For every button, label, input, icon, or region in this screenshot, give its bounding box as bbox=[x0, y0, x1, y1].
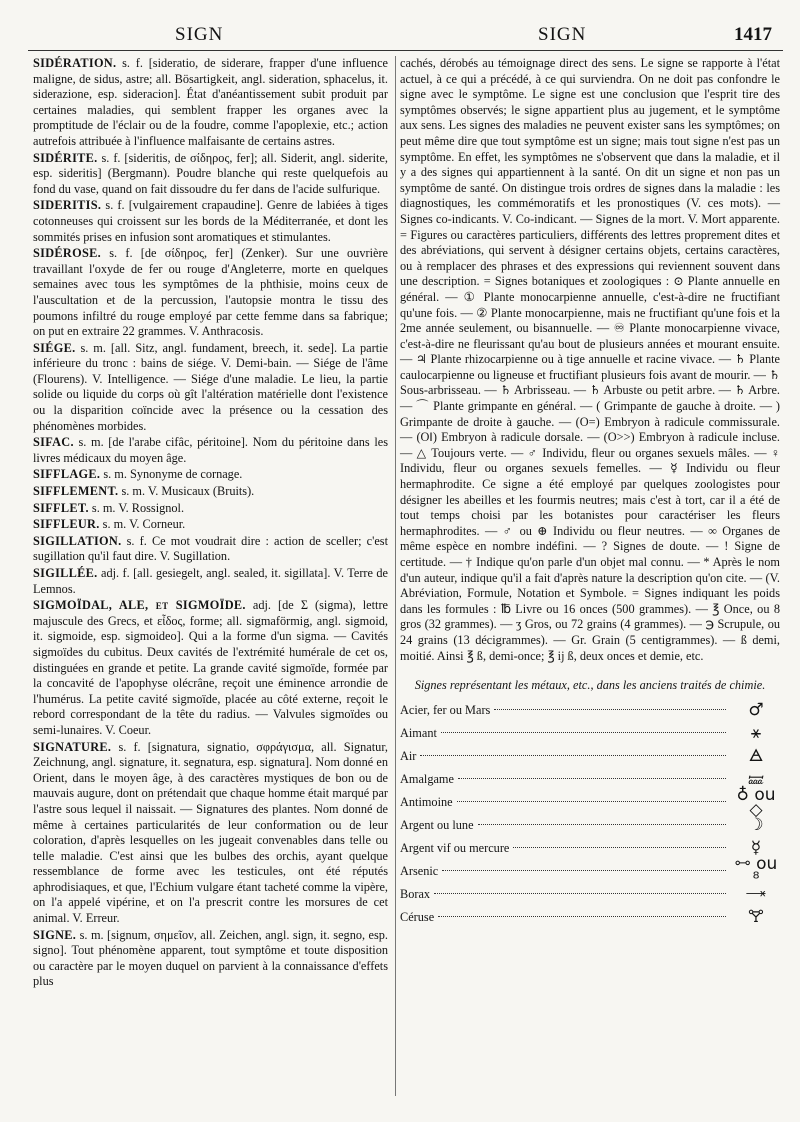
entry-body: s. f. [vulgairement crapaudine]. Genre de labiées à tiges cotonneuses qui croissent sur les bords de la Méditerranée, et dont les sommités prises en infusion sont aromatiques et stimulantes. bbox=[33, 198, 389, 244]
dictionary-entry bbox=[33, 246, 388, 340]
metal-name: Amalgame bbox=[400, 772, 454, 787]
entry-body: s. f. [sideritis, de σίδηρος, fer]; all. Siderit, angl. siderite, esp. sideritis] (Bergmann). Poudre blanche qui reste quelquefois au fond du vase, quand on fait dissoudre du fer dans de l'acide sulfurique. bbox=[33, 150, 388, 196]
metal-sign-row bbox=[400, 853, 780, 890]
metal-name: Argent vif ou mercure bbox=[400, 841, 510, 856]
entry-body: s. m. V. Rossignol. bbox=[91, 500, 185, 515]
metal-name: Aimant bbox=[400, 726, 437, 741]
metals-caption: Signes représentant les métaux, etc., dans les anciens traités de chimie. bbox=[414, 678, 766, 693]
page-number: 1417 bbox=[734, 24, 772, 45]
dot-leader bbox=[441, 732, 726, 733]
entry-headword: SIGMOÏDAL, ALE, et SIGMOÏDE. bbox=[33, 598, 246, 613]
entry-headword: SIDÉRITE. bbox=[33, 150, 98, 165]
metal-name: Antimoine bbox=[400, 795, 453, 810]
dictionary-entry bbox=[33, 198, 388, 245]
entry-body: s. f. Ce mot voudrait dire : action de sceller; c'est sugillation qu'il faut dire. V. Sugillation. bbox=[33, 533, 388, 564]
dictionary-entry bbox=[33, 598, 388, 738]
dictionary-entry bbox=[33, 151, 388, 198]
metal-sign-row bbox=[400, 815, 780, 838]
alchemical-symbol-icon: 🝖 bbox=[748, 907, 764, 928]
dot-leader bbox=[438, 916, 726, 917]
metal-sign-row bbox=[400, 907, 780, 930]
dot-leader bbox=[434, 893, 726, 894]
entry-body: s. m. [signum, σημεῖον, all. Zeichen, angl. sign, it. segno, esp. signo]. Tout phénomène apparent, tout symptôme et toute disposition ou caractère par le moyen duquel on parvient à la connaissance d'effets plus bbox=[33, 927, 388, 989]
dot-leader bbox=[478, 824, 726, 825]
metal-sign-row bbox=[400, 769, 780, 792]
entry-body: adj. f. [all. gesiegelt, angl. sealed, it. sigillata]. V. Terre de Lemnos. bbox=[33, 566, 388, 596]
metal-name: Air bbox=[400, 749, 417, 764]
dictionary-entry bbox=[33, 435, 388, 466]
metal-sign-row bbox=[400, 884, 780, 907]
alchemical-symbol-icon: ⚹ bbox=[750, 723, 762, 744]
page-header bbox=[0, 24, 800, 52]
entry-headword: SIFFLAGE. bbox=[33, 467, 101, 482]
metal-name: Céruse bbox=[400, 910, 435, 925]
alchemical-symbol-icon: ☽ bbox=[748, 815, 764, 836]
dictionary-entry bbox=[33, 928, 388, 990]
entry-headword: SIGILLÉE. bbox=[33, 566, 98, 580]
alchemical-symbol-icon: ☿ bbox=[750, 838, 762, 859]
alchemical-symbol-icon: 🝐 bbox=[745, 884, 767, 905]
dot-leader bbox=[457, 801, 726, 802]
entry-headword: SIGILLATION. bbox=[33, 533, 122, 548]
entry-headword: SIDÉROSE. bbox=[33, 246, 101, 261]
entry-body: s. m. [all. Sitz, angl. fundament, breech, it. sede]. La partie inférieure du tronc : bains de siége. V. Demi-bain. — Siége de l'âme (Flourens). V. Intelligence. — Siége d'une maladie. Le lieu, la partie solide ou liquide du corps où gît l'altération matérielle dont l'existence ou la disparition coïncide avec la présence ou la cessation des phénomènes morbides. bbox=[33, 340, 388, 433]
column-divider bbox=[395, 56, 396, 1096]
dot-leader bbox=[420, 755, 726, 756]
dictionary-entry bbox=[33, 517, 388, 533]
entry-body: s. m. Synonyme de cornage. bbox=[103, 467, 243, 482]
metal-name: Borax bbox=[400, 887, 431, 902]
dot-leader bbox=[458, 778, 726, 779]
metals-list bbox=[400, 700, 780, 930]
metal-name: Argent ou lune bbox=[400, 818, 474, 833]
dictionary-entry bbox=[33, 501, 388, 517]
entry-body: s. m. V. Musicaux (Bruits). bbox=[121, 484, 255, 499]
metal-sign-row bbox=[400, 723, 780, 746]
entry-body: s. f. [sideratio, de siderare, frapper d'une influence maligne, de sidus, astre; all. Bösartigkeit, angl. sideration, sphacelus, it. siderazione, esp. sideracion]. État d'anéantissement subit produit par certaines maladies, qui semblent frapper les organes avec la promptitude de l'éclair ou de la foudre, comme l'apoplexie, etc.; action autrefois attribuée à l'influence malfaisante de certains astres. bbox=[33, 56, 388, 148]
entry-headword: SIGNE. bbox=[33, 927, 77, 942]
entry-headword: SIFFLET. bbox=[33, 500, 89, 515]
entry-headword: SIFFLEMENT. bbox=[33, 484, 119, 499]
right-column bbox=[400, 56, 780, 930]
running-head-left: SIGN bbox=[175, 24, 224, 45]
alchemical-symbol-icon: 🝛 bbox=[747, 769, 765, 790]
alchemical-symbol-icon: ♂ bbox=[748, 700, 764, 721]
metal-sign-row bbox=[400, 838, 780, 861]
entry-body: s. f. [signatura, signatio, σφράγισμα, all. Signatur, Zeichnung, angl. signature, it. segnatura, esp. signatura]. Nom donné en Orient, dans le moyen âge, à des caractères mystiques de bon ou de mauvais augure, dont on prétendait que chaque homme était marqué par l'astre sous lequel il naissait. — Signatures des plantes. Nom donné de même à certaines particularités de leur conformation ou de leur coloration, d'après lesquelles on les jugeait convenables dans telle ou telle maladie. C'est ainsi que les bulbes des orchis, ayant quelque ressemblance de forme avec les testicules, ont été réputés aphrodisiaques, et que, l'Echium vulgare étant tacheté comme la vipère, on l'a appelé vipérine, et on l'a prescrit contre les morsures de cet animal. V. Erreur. bbox=[33, 739, 388, 926]
left-column bbox=[33, 56, 388, 990]
entry-headword: SIFAC. bbox=[33, 435, 74, 450]
signe-continuation: cachés, dérobés au témoignage direct des sens. Le signe se rapporte à l'état actuel, à ce qui a précédé, à ce qui surviendra. On ne doit pas confondre le signe avec le symptôme. Le signe est une conclusion que l'esprit tire des symptômes observés; le signe appartient plus au jugement, et le symptôme aux sens. Les signes des maladies ne peuvent exister sans les symptômes; on peut même dire que tout symptôme est un signe; mais tout signe n'est pas un symptôme. En effet, les symptômes ne s'observent que dans la maladie, et il y a des signes qui appartiennent à la santé. On dit un signe et non pas un symptôme de santé. On distingue trois ordres de signes dans la maladie : les diagnostiques, les commémoratifs et les pronostiques (V. ces mots). — Signes co-indicants. V. Co-indicant. — Signes de la mort. V. Mort apparente. = Figures ou caractères particuliers, différents des lettres proprement dites et des abréviations, qui servent à désigner certains objets, certains caractères, ou à remplacer des phrases et des expressions qui reviennent souvent dans une description. = Signes botaniques et zoologiques : ⊙ Plante annuelle en général. — ① Plante monocarpienne annuelle, c'est-à-dire ne fructifiant qu'une fois. — ② Plante monocarpienne, mais ne fructifiant qu'une fois et la 2me année seulement, ou bisannuelle. — ♾ Plante monocarpienne vivace, c'est-à-dire ne fleurissant qu'au bout de plusieurs années et mourant ensuite. — ♃ Plante rhizocarpienne ou à tige annuelle et racine vivace. — ♄ Plante caulocarpienne ou ligneuse et fructifiant plusieurs fois avant de mourir. — ♄ Sous-arbrisseau. — ♄ Arbrisseau. — ♄ Arbuste ou petit arbre. — ♄ Arbre. — ⌒ Plante grimpante en général. — ( Grimpante de gauche à droite. — ) Grimpante de droite à gauche. — (O=) Embryon à radicule commissurale. — (O‖) Embryon à radicule dorsale. — (O>>) Embryon à radicule incluse. — △ Toujours verte. — ♂ Individu, fleur ou organes sexuels mâles. — ♀ Individu, fleur ou organes sexuels femelles. — ☿ Individu ou fleur hermaphrodite. Ce signe a été employé par quelques zoologistes pour désigner les abeilles et les fourmis neutres; mais c'est à tort, car il a été de tout temps choisi par les botanistes pour caractériser les fleurs hermaphrodites. — ♂ ou ⊕ Individu ou fleur neutres. — ∞ Organes de même espèce en nombre indéfini. — ? Signes de doute. — ! Signe de certitude. — † Indique qu'on parle d'un objet mal connu. — * Après le nom d'un auteur, indique qu'il a fait d'après nature la description qu'on cite. — (V. Abréviation, Formule, Notation et Symbole. = Signes indiquant les poids dans les formules : ℔ Livre ou 16 onces (500 grammes). — ℥ Once, ou 8 gros (32 grammes). — ʒ Gros, ou 72 grains (4 grammes). — ℈ Scrupule, ou 24 grains (13 décigrammes). — Gr. Grain (5 centigrammes). — ß demi, moitié. Ainsi ℥ ß, demi-once; ℥ ij ß, deux onces et demie, etc. bbox=[400, 56, 780, 663]
metal-sign-row bbox=[400, 746, 780, 769]
entry-headword: SIGNATURE. bbox=[33, 739, 112, 754]
dictionary-entry bbox=[33, 566, 388, 597]
header-rule bbox=[28, 50, 783, 51]
entry-body: s. m. V. Corneur. bbox=[102, 517, 186, 532]
alchemical-symbol-icon: 🜺 ou ⁸ bbox=[734, 853, 778, 890]
dictionary-entry bbox=[33, 534, 388, 565]
entry-headword: SIÉGE. bbox=[33, 340, 76, 355]
entry-body: s. f. [de σίδηρος, fer] (Zenker). Sur une ouvrière travaillant l'oxyde de fer ou rouge d'Angleterre, morte en quelques semaines avec tous les symptômes de la phthisie, moins ceux de l'auscultation et de la percussion, l'autopsie montra le tissu des poumons infiltré du rouge employé par cette femme dans sa fabrique; on put en extraire 22 grammes. V. Anthracosis. bbox=[33, 246, 388, 339]
dot-leader bbox=[494, 709, 726, 710]
dot-leader bbox=[442, 870, 726, 871]
metal-name: Arsenic bbox=[400, 864, 439, 879]
entry-headword: SIDÉRATION. bbox=[33, 56, 117, 70]
running-head-right: SIGN bbox=[538, 24, 587, 45]
alchemical-symbol-icon: 🜁 bbox=[748, 746, 764, 767]
entry-headword: SIFFLEUR. bbox=[33, 517, 100, 532]
dictionary-entry bbox=[33, 341, 388, 435]
dictionary-entry bbox=[33, 56, 388, 150]
metal-sign-row bbox=[400, 700, 780, 723]
alchemical-symbol-icon: ♁ ou ◇ bbox=[736, 784, 776, 821]
metal-sign-row bbox=[400, 784, 780, 821]
dictionary-entry bbox=[33, 740, 388, 927]
entry-body: adj. [de Σ (sigma), lettre majuscule des Grecs, et εἶδος, forme; all. sigmaförmig, angl. sigmoid, it. sigmoide, esp. sigmoideo]. Qui a la forme d'un sigma. — Cavités sigmoïdes du cubitus. Deux cavités de l'extrémité humérale de cet os, distinguées en grande et petite. La grande cavité sigmoïde, formée par la concavité de l'apophyse olécrâne, reçoit une éminence arrondie de l'humérus. La petite cavité sigmoïde, placée au côté externe, reçoit le rebord correspondant de la tête du radius. — Valvules sigmoïdes ou semi-lunaires. V. Coeur. bbox=[33, 598, 389, 737]
entry-body: s. m. [de l'arabe cifâc, péritoine]. Nom du péritoine dans les livres médicaux du moyen âge. bbox=[33, 435, 389, 465]
dot-leader bbox=[513, 847, 726, 848]
entry-headword: SIDERITIS. bbox=[33, 198, 102, 213]
dictionary-entry bbox=[33, 467, 388, 483]
dictionary-entry bbox=[33, 484, 388, 500]
metal-name: Acier, fer ou Mars bbox=[400, 703, 491, 718]
